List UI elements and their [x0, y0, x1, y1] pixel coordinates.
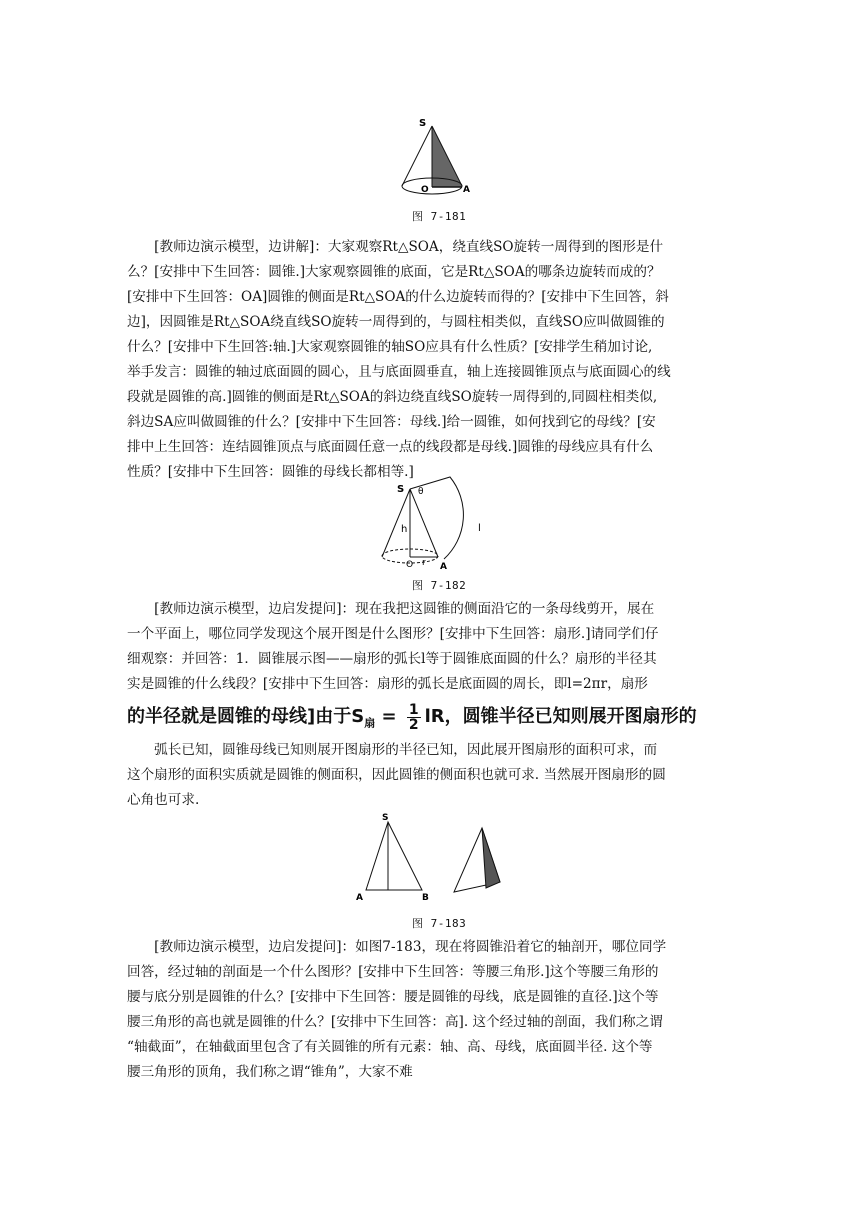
formula-text-after: lR，圆锥半径已知则展开图扇形的	[424, 706, 697, 727]
fig182-label-h: h	[401, 524, 408, 535]
fig182-label-s: S	[397, 484, 405, 495]
text-line: 回答，经过轴的剖面是一个什么图形？[安排中下生回答：等腰三角形.]这个等腰三角形的	[127, 964, 659, 980]
fig182-label-l: l	[478, 523, 481, 534]
text-line: “轴截面”，在轴截面里包含了有关圆锥的所有元素：轴、高、母线，底面圆半径. 这个等	[127, 1039, 653, 1055]
fig181-label-o: O	[421, 185, 429, 195]
fraction-numerator: 1	[408, 701, 419, 718]
fig183-label-b: B	[422, 893, 429, 903]
text-line: 一个平面上，哪位同学发现这个展开图是什么图形？[安排中下生回答：扇形.]请同学们仔	[127, 626, 659, 642]
formula-text-before: 的半径就是圆锥的母线]由于S	[127, 706, 365, 727]
text-line: 实是圆锥的什么线段？[安排中下生回答：扇形的弧长是底面圆的周长，即l=2πr，扇形	[127, 676, 648, 692]
cone-figure-181	[395, 112, 485, 197]
text-line: 心角也可求.	[127, 792, 200, 808]
text-line: 举手发言：圆锥的轴过底面圆的圆心，且与底面圆垂直，轴上连接圆锥顶点与底面圆心的线	[127, 364, 671, 380]
text-line: 弧长已知，圆锥母线已知则展开图扇形的半径已知，因此展开图扇形的面积可求，而	[127, 742, 658, 758]
cone-section-figure-183	[352, 810, 512, 910]
paragraph-4	[127, 935, 737, 1085]
figure-caption-183: 图 7-183	[412, 917, 467, 930]
text-line: 什么？[安排中下生回答:轴.]大家观察圆锥的轴SO应具有什么性质？[安排学生稍加讨论,	[127, 339, 653, 355]
text-line: 细观察：并回答：1．圆锥展示图——扇形的弧长l等于圆锥底面圆的什么？扇形的半径其	[127, 651, 657, 667]
text-line: 斜边SA应叫做圆锥的什么？[安排中下生回答：母线.]给一圆锥，如何找到它的母线？[安	[127, 414, 656, 430]
fig182-label-o: O	[406, 560, 414, 570]
text-line: 腰三角形的高也就是圆锥的什么？[安排中下生回答：高]. 这个经过轴的剖面，我们称之谓	[127, 1014, 663, 1030]
text-line: 排中上生回答：连结圆锥顶点与底面圆任意一点的线段都是母线.]圆锥的母线应具有什么	[127, 439, 654, 455]
figure-caption-182: 图 7-182	[412, 579, 467, 592]
text-line: 段就是圆锥的高.]圆锥的侧面是Rt△SOA的斜边绕直线SO旋转一周得到的,同圆柱相类似,	[127, 389, 658, 405]
text-line: [教师边演示模型，边启发提问]：现在我把这圆锥的侧面沿它的一条母线剪开，展在	[127, 601, 655, 617]
cone-net-figure-182	[370, 475, 500, 575]
text-line: [教师边演示模型，边启发提问]：如图7-183，现在将圆锥沿着它的轴剖开，哪位同学	[127, 939, 667, 955]
fig182-label-a: A	[440, 562, 447, 572]
paragraph-3	[127, 738, 737, 813]
fig183-label-a: A	[356, 893, 363, 903]
text-line: [教师边演示模型，边讲解]：大家观察Rt△SOA，绕直线SO旋转一周得到的图形是什	[127, 239, 664, 255]
fig181-label-a: A	[463, 185, 470, 195]
fig181-label-s: S	[419, 118, 427, 129]
fig182-label-theta: θ	[418, 487, 424, 497]
fig183-label-s: S	[382, 813, 389, 823]
text-line: 腰与底分别是圆锥的什么？[安排中下生回答：腰是圆锥的母线，底是圆锥的直径.]这个等	[127, 989, 659, 1005]
formula-equals: =	[375, 706, 403, 727]
text-line: [安排中下生回答：OA]圆锥的侧面是Rt△SOA的什么边旋转而得的？[安排中下生回答，斜	[127, 289, 669, 305]
fig182-label-r: r	[422, 558, 426, 568]
formula-line	[127, 702, 697, 732]
paragraph-1	[127, 235, 737, 485]
paragraph-2	[127, 597, 737, 697]
text-line: 这个扇形的面积实质就是圆锥的侧面积，因此圆锥的侧面积也就可求. 当然展开图扇形的圆	[127, 767, 666, 783]
text-line: 性质？[安排中下生回答：圆锥的母线长都相等.]	[127, 464, 414, 480]
text-line: 么？[安排中下生回答：圆锥.]大家观察圆锥的底面，它是Rt△SOA的哪条边旋转而成的？	[127, 264, 661, 280]
text-line: 边]，因圆锥是Rt△SOA绕直线SO旋转一周得到的，与圆柱相类似，直线SO应叫做圆锥的	[127, 314, 665, 330]
formula-subscript: 扇	[364, 716, 376, 730]
fraction-denominator: 2	[408, 716, 419, 733]
figure-caption-181: 图 7-181	[412, 210, 467, 223]
formula-fraction	[407, 703, 421, 732]
text-line: 腰三角形的顶角，我们称之谓“锥角”，大家不难	[127, 1064, 413, 1080]
